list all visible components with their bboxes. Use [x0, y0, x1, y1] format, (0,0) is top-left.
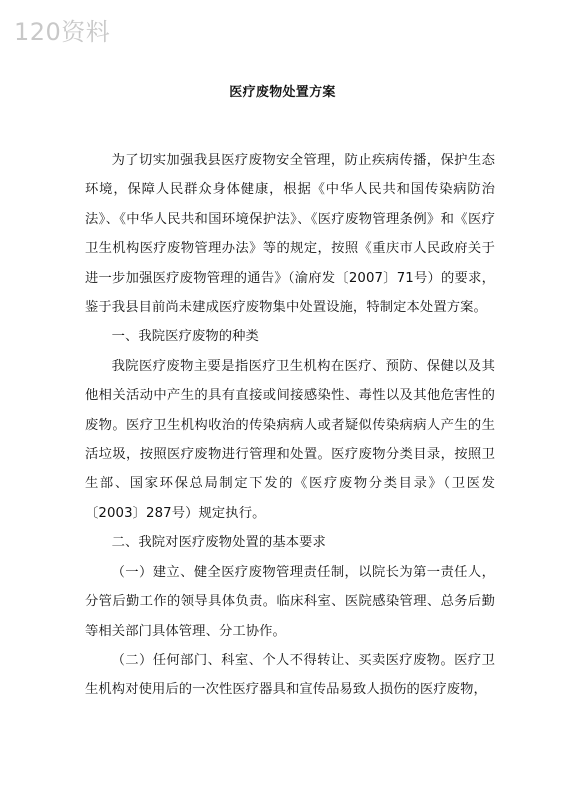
watermark: 120资料	[14, 18, 111, 46]
section-heading-requirements: 二、我院对医疗废物处置的基本要求	[111, 535, 326, 551]
paragraph-types: 我院医疗废物主要是指医疗卫生机构在医疗、预防、保健以及其他相关活动中产生的具有直接或间接感染性、毒性以及其他危害性的废物。医疗卫生机构收治的传染病病人或者疑似传染病病人产生的生活垃圾，按照医疗废物进行管理和处置。医疗废物分类目录，按照卫生部、国家环保总局制定下发的《医疗废物分类目录》（卫医发〔2003〕287号）规定执行。	[85, 358, 495, 521]
paragraph-requirement-1: （一）建立、健全医疗废物管理责任制，以院长为第一责任人，分管后勤工作的领导具体负责。临床科室、医院感染管理、总务后勤等相关部门具体管理、分工协作。	[85, 564, 495, 639]
document-body	[85, 146, 495, 705]
document-title: 医疗废物处置方案	[229, 85, 336, 100]
paragraph-intro: 为了切实加强我县医疗废物安全管理，防止疾病传播，保护生态环境，保障人民群众身体健康，根据《中华人民共和国传染病防治法》、《中华人民共和国环境保护法》、《医疗废物管理条例》和《医疗卫生机构医疗废物管理办法》等的规定，按照《重庆市人民政府关于进一步加强医疗废物管理的通告》（渝府发〔2007〕71号）的要求，鉴于我县目前尚未建成医疗废物集中处置设施，特制定本处置方案。	[85, 153, 495, 316]
section-heading-types: 一、我院医疗废物的种类	[111, 329, 259, 345]
paragraph-requirement-2: （二）任何部门、科室、个人不得转让、买卖医疗废物。医疗卫生机构对使用后的一次性医疗器具和宣传品易致人损伤的医疗废物，	[85, 652, 495, 698]
